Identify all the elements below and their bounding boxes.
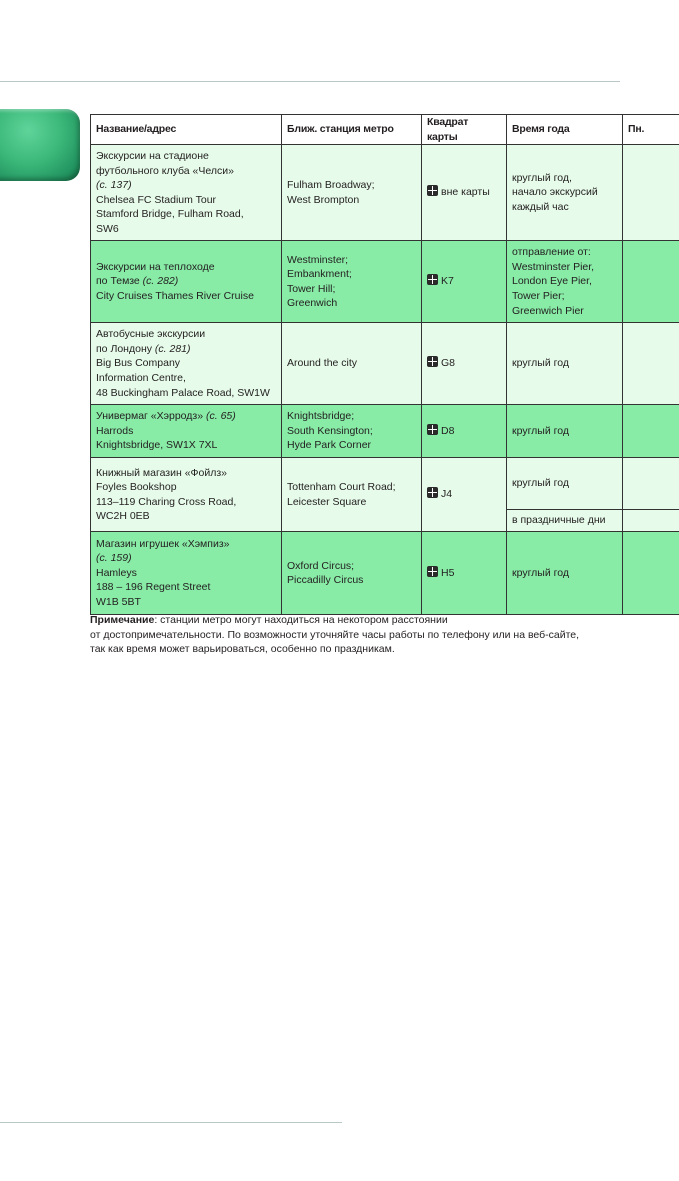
row-season-line: круглый год (512, 566, 569, 579)
row-metro-cell (282, 241, 422, 323)
footnote-text: так как время может варьироваться, особенно по праздникам. (90, 643, 395, 656)
row-monday-cell (623, 405, 679, 458)
row-season-cell (507, 145, 623, 241)
row-grid-cell (422, 145, 507, 241)
row-page-ref: (с. 137) (96, 179, 132, 192)
green-tab-marker (0, 109, 80, 181)
row-name-suffix: по Темзе (96, 275, 140, 288)
row-name-line: Автобусные экскурсии (96, 328, 206, 341)
row-page-ref: (с. 282) (142, 275, 179, 288)
row-address-line: Hamleys (96, 566, 137, 579)
row-address-line: WC2H 0EB (96, 510, 150, 523)
row-season-line: отправление от: (512, 246, 591, 259)
bottom-divider (0, 1122, 342, 1123)
row-monday-cell (623, 458, 679, 510)
row-grid-cell (422, 323, 507, 405)
row-metro-line: Hyde Park Corner (287, 439, 372, 452)
row-name-line: Книжный магазин «Фойлз» (96, 466, 228, 479)
row-address-line: W1B 5BT (96, 596, 141, 609)
header-season: Время года (507, 115, 623, 145)
row-page-ref: (с. 281) (154, 342, 191, 355)
row-name-cell (91, 458, 282, 532)
row-name-line: Экскурсии на теплоходе (96, 260, 215, 273)
row-metro-line: Oxford Circus; (287, 559, 355, 572)
header-name: Название/адрес (91, 115, 282, 145)
row-page-ref: (с. 65) (206, 410, 236, 423)
row-season-cell (507, 323, 623, 405)
grid-square-icon (427, 566, 438, 577)
row-address-line: Chelsea FC Stadium Tour (96, 193, 217, 206)
row-name-cell (91, 145, 282, 241)
row-page-ref: (с. 159) (96, 552, 132, 565)
row-season-line: Westminster Pier, (512, 260, 595, 273)
row-monday-cell (623, 532, 679, 615)
row-grid-value: K7 (441, 275, 454, 288)
row-name-line: футбольного клуба «Челси» (96, 164, 234, 177)
row-metro-cell (282, 532, 422, 615)
row-season-cell (507, 532, 623, 615)
table-header-row (91, 115, 679, 145)
row-metro-line: Knightsbridge; (287, 410, 355, 423)
table-row (91, 458, 679, 510)
row-name-cell (91, 532, 282, 615)
row-name-line: Экскурсии на стадионе (96, 149, 209, 162)
table-row (91, 323, 679, 405)
row-address-line: City Cruises Thames River Cruise (96, 289, 254, 302)
row-season-cell (507, 405, 623, 458)
row-address-line: Knightsbridge, SW1X 7XL (96, 439, 218, 452)
row-address-line: Information Centre, (96, 371, 186, 384)
row-address-line: Big Bus Company (96, 357, 181, 370)
grid-square-icon (427, 487, 438, 498)
row-grid-value: D8 (441, 424, 455, 437)
row-address-line: Foyles Bookshop (96, 481, 177, 494)
row-metro-line: West Brompton (287, 193, 360, 206)
row-monday-cell (623, 241, 679, 323)
row-name-line: Магазин игрушек «Хэмпиз» (96, 537, 230, 550)
grid-square-icon (427, 424, 438, 435)
row-season-extra: в праздничные дни (512, 514, 606, 527)
row-grid-value: J4 (441, 488, 453, 501)
header-metro: Ближ. станция метро (282, 115, 422, 145)
row-metro-cell (282, 458, 422, 532)
row-name-cell (91, 405, 282, 458)
row-metro-cell (282, 323, 422, 405)
row-grid-value: H5 (441, 566, 455, 579)
row-season-line: Tower Pier; (512, 289, 565, 302)
grid-square-icon (427, 274, 438, 285)
footnote-label: Примечание (90, 614, 155, 626)
row-name-suffix: по Лондону (96, 342, 152, 355)
row-address-line: Stamford Bridge, Fulham Road, (96, 208, 244, 221)
row-grid-cell (422, 241, 507, 323)
footnote-text: : станции метро могут находиться на некотором расстоянии (154, 614, 448, 626)
row-metro-line: South Kensington; (287, 424, 373, 437)
table-row (91, 241, 679, 323)
row-season-line: круглый год (512, 424, 569, 437)
row-address-line: Harrods (96, 424, 134, 437)
row-metro-line: Piccadilly Circus (287, 574, 364, 587)
footnote-text: от достопримечательности. По возможности уточняйте часы работы по телефону или на веб-сайте, (90, 628, 580, 641)
row-metro-cell (282, 405, 422, 458)
row-metro-line: Fulham Broadway; (287, 179, 375, 192)
row-grid-cell (422, 532, 507, 615)
attractions-table (90, 114, 679, 615)
row-metro-line: Westminster; (287, 253, 349, 266)
row-grid-cell (422, 405, 507, 458)
row-season-line: каждый час (512, 200, 569, 213)
row-address-line: 188 – 196 Regent Street (96, 581, 211, 594)
row-season-line: начало экскурсий (512, 186, 598, 199)
grid-square-icon (427, 356, 438, 367)
table-row (91, 145, 679, 241)
row-address-line: 113–119 Charing Cross Road, (96, 495, 237, 508)
top-divider (0, 81, 620, 82)
row-season-line: круглый год, (512, 171, 572, 184)
table-row (91, 532, 679, 615)
row-name-cell (91, 241, 282, 323)
row-monday-cell (623, 323, 679, 405)
row-season-line: круглый год (512, 357, 569, 370)
row-grid-value: G8 (441, 357, 456, 370)
row-metro-line: Tower Hill; (287, 282, 336, 295)
row-metro-line: Around the city (287, 357, 358, 370)
table-row (91, 405, 679, 458)
row-grid-cell (422, 458, 507, 532)
header-grid: Квадрат карты (422, 115, 507, 145)
row-name-cell (91, 323, 282, 405)
row-address-line: SW6 (96, 222, 119, 235)
row-metro-line: Greenwich (287, 297, 338, 310)
row-season-line: London Eye Pier, (512, 275, 592, 288)
header-monday: Пн. (623, 115, 679, 145)
row-season-extra-cell (507, 510, 623, 532)
row-season-cell (507, 241, 623, 323)
row-metro-cell (282, 145, 422, 241)
grid-square-icon (427, 185, 438, 196)
row-season-line: Greenwich Pier (512, 304, 584, 317)
row-address-line: 48 Buckingham Palace Road, SW1W (96, 386, 270, 399)
row-name-suffix: Универмаг «Хэрродз» (96, 410, 204, 423)
row-monday-cell (623, 145, 679, 241)
footnote (90, 613, 650, 657)
row-grid-value: вне карты (441, 186, 490, 199)
row-metro-line: Tottenham Court Road; (287, 481, 396, 494)
row-season-cell (507, 458, 623, 510)
row-season-line: круглый год (512, 477, 569, 490)
row-monday-cell (623, 510, 679, 532)
row-metro-line: Embankment; (287, 268, 352, 281)
row-metro-line: Leicester Square (287, 495, 367, 508)
